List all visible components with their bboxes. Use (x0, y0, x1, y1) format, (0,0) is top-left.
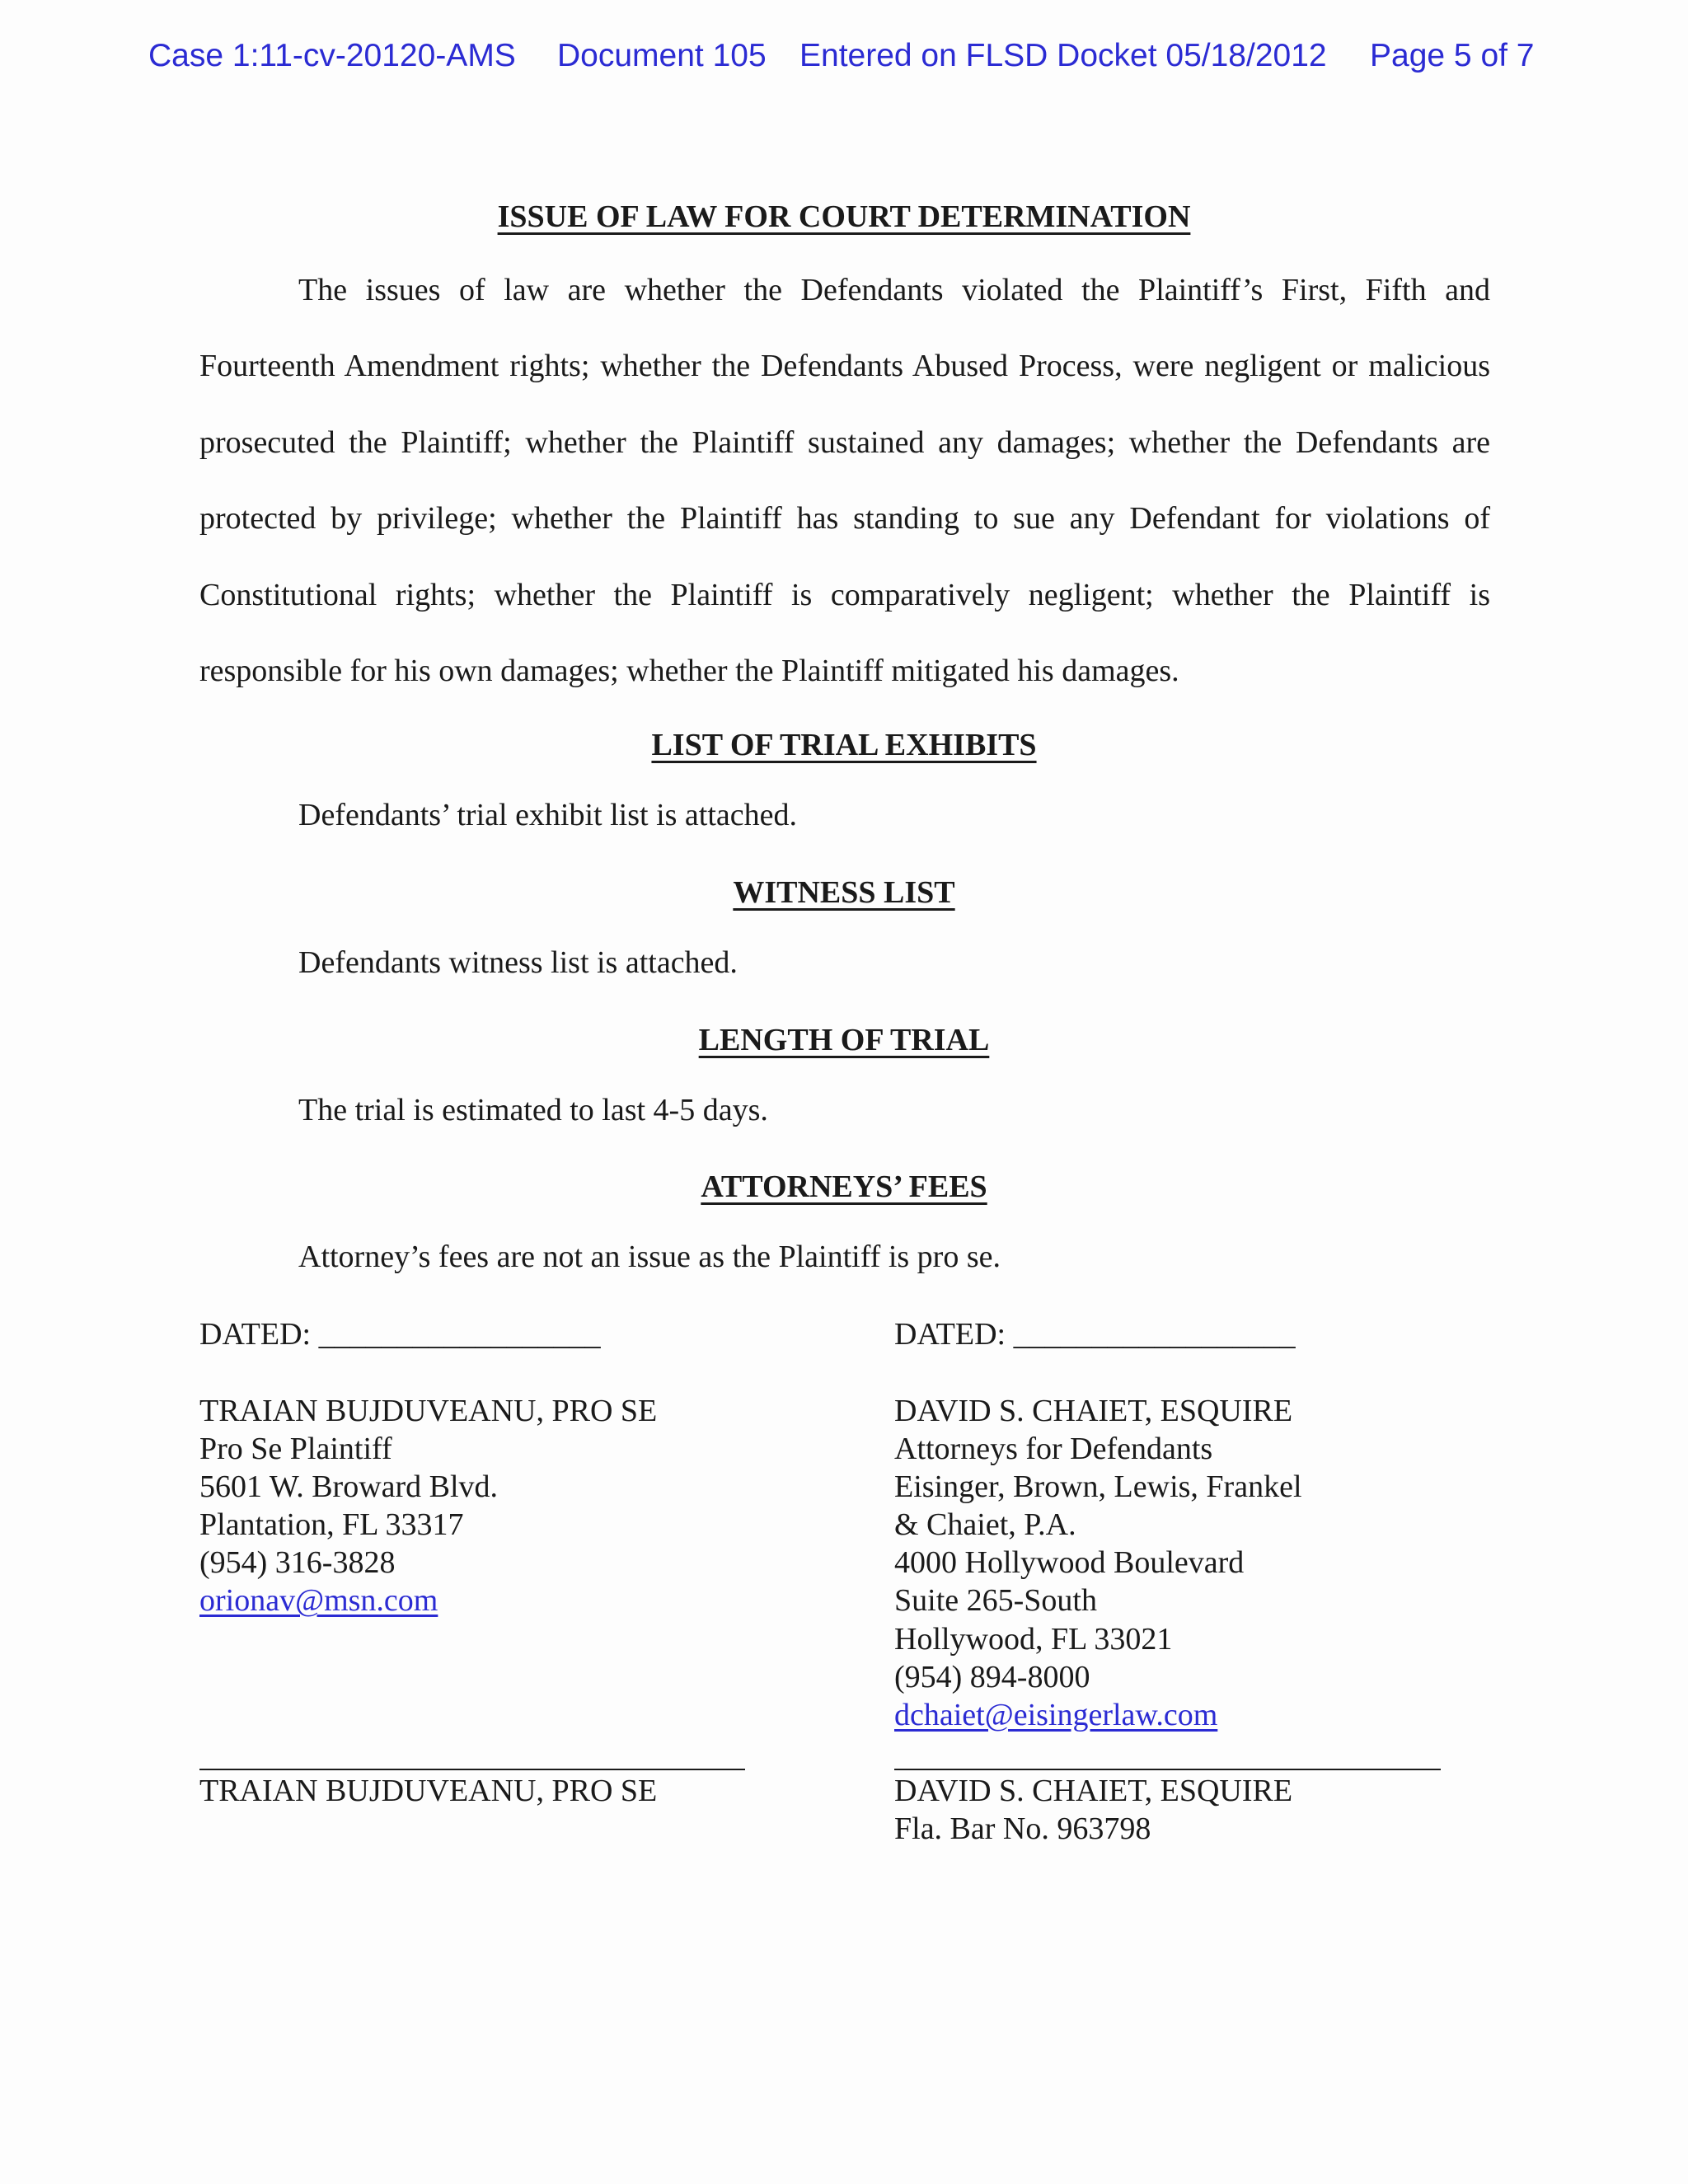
page-indicator: Page 5 of 7 (1370, 38, 1535, 73)
left-street: 5601 W. Broward Blvd. (199, 1469, 499, 1505)
left-email-link[interactable]: orionav@msn.com (199, 1583, 438, 1619)
right-name: DAVID S. CHAIET, ESQUIRE (894, 1394, 1293, 1428)
right-firm-cont: & Chaiet, P.A. (894, 1507, 1076, 1543)
right-bar-number: Fla. Bar No. 963798 (894, 1811, 1151, 1846)
left-name: TRAIAN BUJDUVEANU, PRO SE (199, 1394, 658, 1428)
case-number: Case 1:11-cv-20120-AMS (148, 38, 516, 73)
witness-text: Defendants witness list is attached. (298, 945, 738, 980)
right-role: Attorneys for Defendants (894, 1432, 1213, 1467)
left-dated-line: DATED: __________________ (199, 1317, 601, 1352)
issue-of-law-paragraph: The issues of law are whether the Defendants violated the Plaintiff’s First, Fifth and Fourteenth Amendment rights; whether the Defendants Abused Process, were negligent or malicious prosecuted the Plaintiff; whether the Plaintiff sustained any damages; whether the Defendants are protected by privilege; whether the Plaintiff has standing to sue any Defendant for violations of Constitutional rights; whether the Plaintiff is comparatively negligent; whether the Plaintiff is responsible for his own damages; whether the Plaintiff mitigated his damages. (199, 273, 1490, 689)
right-suite: Suite 265-South (894, 1583, 1097, 1619)
right-dated-line: DATED: __________________ (894, 1317, 1296, 1352)
right-email-link[interactable]: dchaiet@eisingerlaw.com (894, 1697, 1218, 1732)
heading-attorneys-fees: ATTORNEYS’ FEES (701, 1169, 987, 1204)
right-signer-name: DAVID S. CHAIET, ESQUIRE (894, 1774, 1293, 1808)
exhibits-text: Defendants’ trial exhibit list is attached. (298, 798, 797, 832)
left-signature-line (199, 1769, 745, 1770)
right-street: 4000 Hollywood Boulevard (894, 1545, 1245, 1581)
fees-text: Attorney’s fees are not an issue as the Plaintiff is pro se. (298, 1240, 1001, 1274)
heading-trial-exhibits: LIST OF TRIAL EXHIBITS (651, 728, 1037, 762)
document-number: Document 105 (557, 38, 767, 73)
right-firm: Eisinger, Brown, Lewis, Frankel (894, 1469, 1302, 1505)
right-city: Hollywood, FL 33021 (894, 1621, 1173, 1657)
heading-issue-of-law: ISSUE OF LAW FOR COURT DETERMINATION (497, 199, 1191, 234)
length-text: The trial is estimated to last 4-5 days. (298, 1093, 768, 1127)
right-signature-line (894, 1769, 1441, 1770)
left-role: Pro Se Plaintiff (199, 1432, 392, 1467)
left-city: Plantation, FL 33317 (199, 1507, 464, 1543)
right-phone: (954) 894-8000 (894, 1659, 1090, 1694)
left-address-block (199, 1392, 657, 1620)
left-signer-name: TRAIAN BUJDUVEANU, PRO SE (199, 1774, 658, 1808)
heading-witness-list: WITNESS LIST (733, 875, 955, 910)
right-address-block (894, 1392, 1302, 1734)
heading-length-of-trial: LENGTH OF TRIAL (698, 1023, 990, 1057)
entered-date: Entered on FLSD Docket 05/18/2012 (799, 38, 1327, 73)
left-phone: (954) 316-3828 (199, 1545, 396, 1581)
